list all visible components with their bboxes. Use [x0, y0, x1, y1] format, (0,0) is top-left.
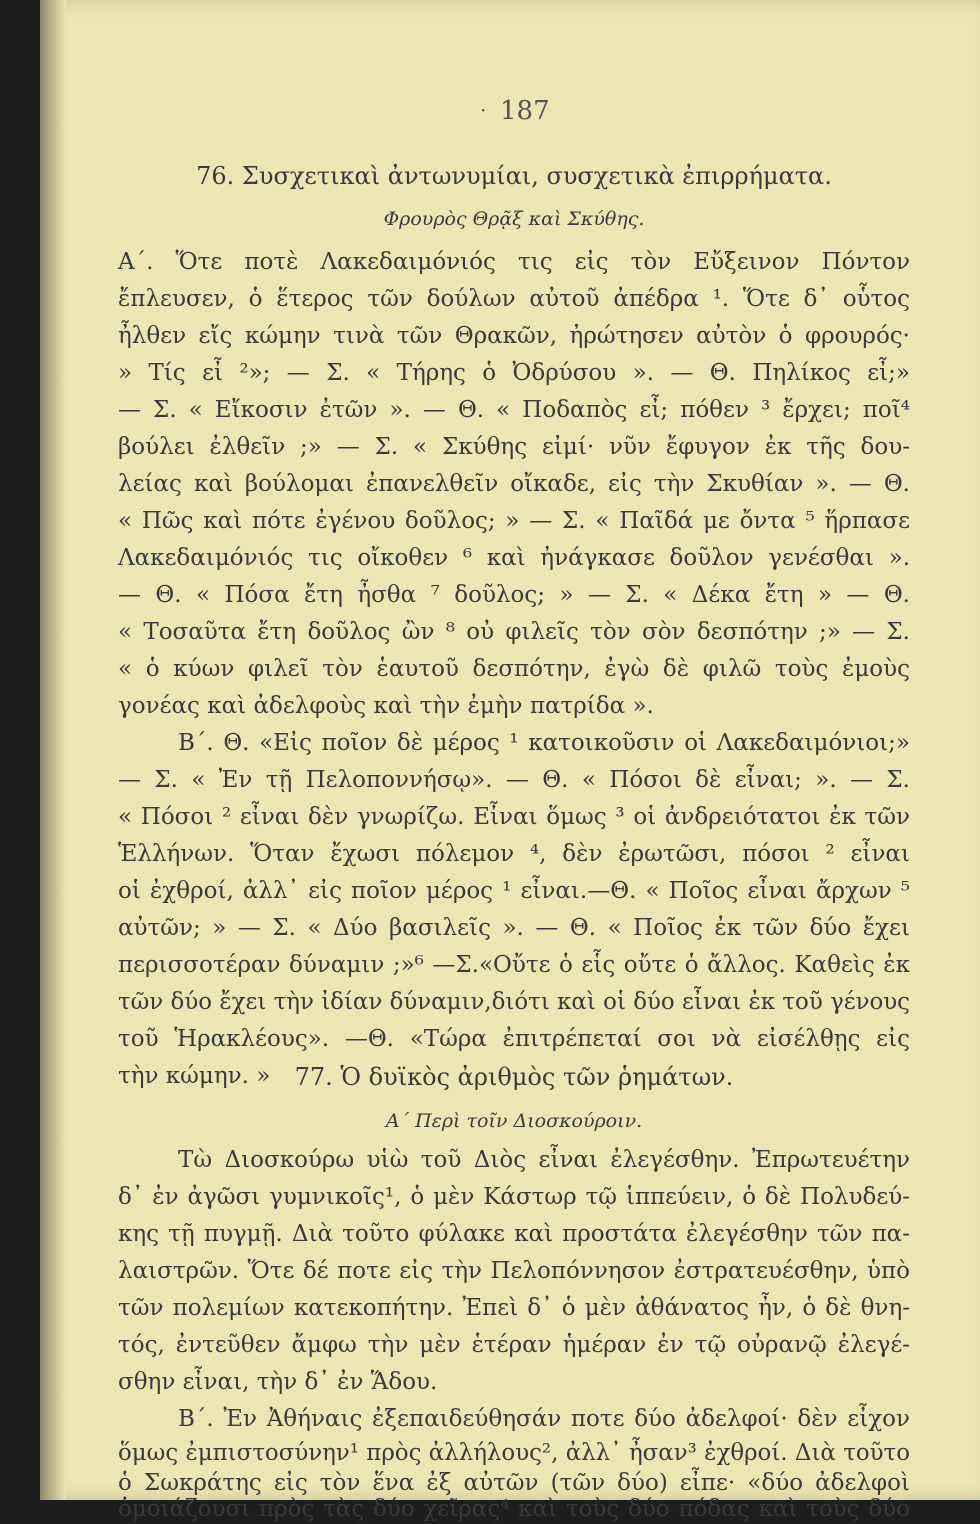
section-77-line: σθην εἶναι, τὴν δ᾽ ἐν Ἅδου.	[118, 1369, 438, 1395]
section-76-line: οἱ ἐχθροί, ἀλλ᾽ εἰς ποῖον μέρος ¹ εἶναι.—Θ. « Ποῖος εἶναι ἄρχων ⁵	[118, 878, 910, 904]
section-76-line: περισσοτέραν δύναμιν ;»⁶ —Σ.«Οὔτε ὁ εἷς οὔτε ὁ ἄλλος. Καθεὶς ἐκ	[118, 952, 910, 978]
section-76-line: — Σ. « Ἐν τῇ Πελοποννήσῳ». — Θ. « Πόσοι δὲ εἶναι; ». — Σ.	[118, 767, 910, 793]
section-76-subheading: Φρουρὸς Θρᾷξ καὶ Σκύθης.	[383, 208, 645, 230]
section-76-line: τῶν δύο ἔχει τὴν ἰδίαν δύναμιν,διότι καὶ οἱ δύο εἶναι ἐκ τοῦ γένους	[118, 989, 910, 1015]
section-77-line: Τὼ Διοσκούρω υἱὼ τοῦ Διὸς εἶναι ἐλεγέσθην. Ἐπρωτευέτην	[178, 1147, 910, 1173]
section-77-line: κης τῇ πυγμῇ. Διὰ τοῦτο φύλακε καὶ προστάτα ἐλεγέσθην τῶν πα-	[118, 1221, 910, 1247]
section-76-line: τὴν κώμην. »	[118, 1063, 271, 1089]
section-77-line: δ᾽ ἐν ἀγῶσι γυμνικοῖς¹, ὁ μὲν Κάστωρ τῷ ἱππεύειν, ὁ δὲ Πολυδεύ-	[118, 1184, 910, 1210]
section-76-line: « Τοσαῦτα ἔτη δοῦλος ὢν ⁸ οὐ φιλεῖς τὸν σὸν δεσπότην ;» — Σ.	[118, 619, 910, 645]
section-76-line: « Πῶς καὶ πότε ἐγένου δοῦλος; » — Σ. « Παῖδά με ὄντα ⁵ ἥρπασε	[118, 508, 910, 534]
section-76-line: γονέας καὶ ἀδελφοὺς καὶ τὴν ἐμὴν πατρίδα ».	[118, 693, 654, 719]
section-76-heading: 76. Συσχετικαὶ ἀντωνυμίαι, συσχετικὰ ἐπιρρήματα.	[196, 162, 832, 190]
section-76-line: αὐτῶν; » — Σ. « Δύο βασιλεῖς ». — Θ. « Ποῖος ἐκ τῶν δύο ἔχει	[118, 915, 910, 941]
section-76-line: Ἑλλήνων. Ὅταν ἔχωσι πόλεμον ⁴, δὲν ἐρωτῶσι, πόσοι ² εἶναι	[118, 841, 910, 867]
page-number: 187	[500, 96, 550, 126]
section-76-line: βούλει ἐλθεῖν ;» — Σ. « Σκύθης εἰμί· νῦν ἔφυγον ἐκ τῆς δου-	[118, 434, 910, 460]
section-76-line: — Σ. « Εἴκοσιν ἐτῶν ». — Θ. « Ποδαπὸς εἶ; πόθεν ³ ἔρχει; ποῖ⁴	[118, 397, 910, 423]
section-77-line: ὁ Σωκράτης εἰς τὸν ἕνα ἐξ αὐτῶν (τῶν δύο) εἶπε· «δύο ἀδελφοὶ	[118, 1470, 910, 1496]
section-76-line: « Πόσοι ² εἶναι δὲν γνωρίζω. Εἶναι ὅμως ³ οἱ ἀνδρειότατοι ἐκ τῶν	[118, 804, 910, 830]
section-76-line: Β΄. Θ. «Εἰς ποῖον δὲ μέρος ¹ κατοικοῦσιν οἱ Λακεδαιμόνιοι;»	[178, 730, 910, 756]
section-77-line: Β΄. Ἐν Ἀθήναις ἐξεπαιδεύθησάν ποτε δύο ἀδελφοί· δὲν εἶχον	[178, 1406, 910, 1432]
section-76-line: ἔπλευσεν, ὁ ἕτερος τῶν δούλων αὐτοῦ ἀπέδρα ¹. Ὅτε δ᾽ οὗτος	[118, 286, 910, 312]
section-77-line: τός, ἐντεῦθεν ἄμφω τὴν μὲν ἑτέραν ἡμέραν ἐν τῷ οὐρανῷ ἐλεγέ-	[118, 1332, 910, 1358]
section-77-line: τῶν πολεμίων κατεκοπήτην. Ἐπεὶ δ᾽ ὁ μὲν ἀθάνατος ἦν, ὁ δὲ θνη-	[118, 1295, 910, 1321]
section-77-line: λαιστρῶν. Ὅτε δέ ποτε εἰς τὴν Πελοπόννησον ἐστρατευέσθην, ὑπὸ	[118, 1258, 910, 1284]
section-77-line: ὁμοιάζουσι πρὸς τὰς δύο χεῖρας⁴ καὶ τοὺς δύο πόδας καὶ τοὺς δύο	[118, 1496, 910, 1522]
section-76-line: λείας καὶ βούλομαι ἐπανελθεῖν οἴκαδε, εἰς τὴν Σκυθίαν ». — Θ.	[118, 471, 910, 497]
section-76-line: — Θ. « Πόσα ἔτη ἦσθα ⁷ δοῦλος; » — Σ. « Δέκα ἔτη » — Θ.	[118, 582, 910, 608]
book-page	[40, 0, 980, 1522]
section-76-line: » Τίς εἶ ²»; — Σ. « Τήρης ὁ Ὀδρύσου ». — Θ. Πηλίκος εἶ;»	[118, 360, 910, 386]
section-76-line: Α΄. Ὅτε ποτὲ Λακεδαιμόνιός τις εἰς τὸν Εὔξεινον Πόντον	[118, 249, 910, 275]
page-number-mark: ·	[480, 98, 487, 122]
section-77-line: ὅμως ἐμπιστοσύνην¹ πρὸς ἀλλήλους², ἀλλ᾽ ἦσαν³ ἐχθροί. Διὰ τοῦτο	[118, 1440, 910, 1466]
page-binding	[40, 0, 66, 1500]
section-76-line: Λακεδαιμόνιός τις οἴκοθεν ⁶ καὶ ἠνάγκασε δοῦλον γενέσθαι ».	[118, 545, 910, 571]
section-76-line: ἦλθεν εἴς κώμην τινὰ τῶν Θρακῶν, ἠρώτησεν αὐτὸν ὁ φρουρός·	[118, 323, 910, 349]
section-77-subheading: Α΄ Περὶ τοῖν Διοσκούροιν.	[385, 1110, 643, 1132]
section-76-line: « ὁ κύων φιλεῖ τὸν ἑαυτοῦ δεσπότην, ἐγὼ δὲ φιλῶ τοὺς ἐμοὺς	[118, 656, 910, 682]
section-77-heading: 77. Ὁ δυϊκὸς ἀριθμὸς τῶν ῥημάτων.	[294, 1063, 734, 1091]
section-76-line: τοῦ Ἡρακλέους». —Θ. «Τώρα ἐπιτρέπεταί σοι νὰ εἰσέλθῃς εἰς	[118, 1026, 910, 1052]
